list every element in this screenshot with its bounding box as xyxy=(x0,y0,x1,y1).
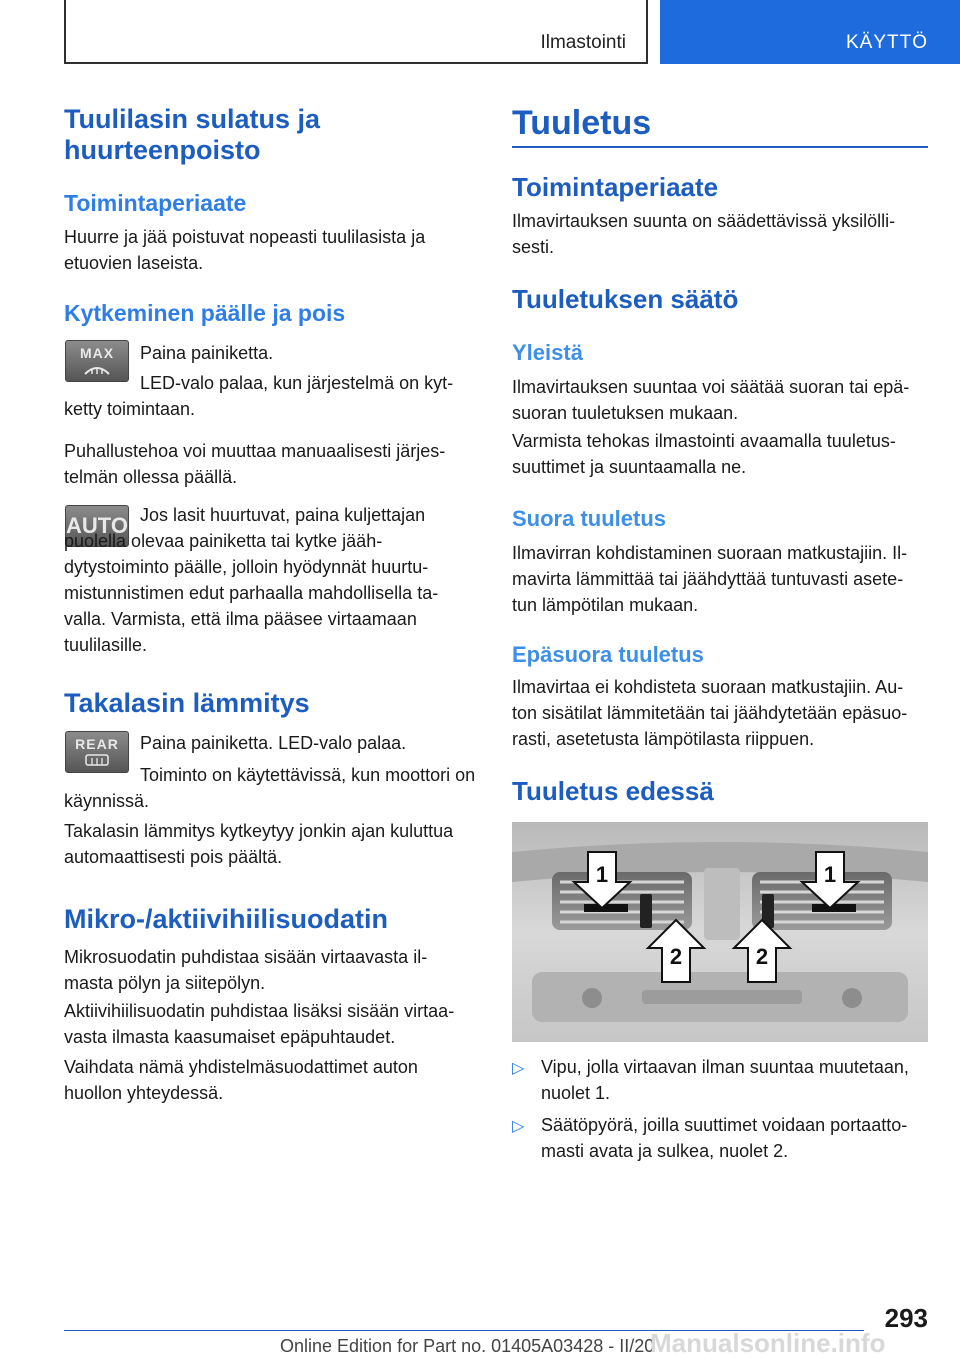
text-rear-running: Toiminto on käytettävissä, kun moottori on käynnissä. xyxy=(64,765,476,811)
callout-1-left: 1 xyxy=(595,862,609,887)
heading-principle-left: Toimintaperiaate xyxy=(64,190,247,216)
heading-front-vent: Tuuletus edessä xyxy=(512,776,714,806)
callout-1-right: 1 xyxy=(823,862,837,887)
text-principle-right: Ilmavirtauksen suunta on säädettävissä yksilölli-sesti. xyxy=(512,211,896,257)
heading-principle-right: Toimintaperiaate xyxy=(512,172,719,202)
auto-button-label: AUTO xyxy=(66,513,128,538)
text-direct-vent: Ilmavirran kohdistaminen suoraan matkustajiin. Il-mavirta lämmittää tai jäähdyttää tuntuvasti asete-tun lämpötilan mukaan. xyxy=(512,543,908,615)
list-item-lever: Vipu, jolla virtaavan ilman suuntaa muutetaan, nuolet 1. xyxy=(541,1057,909,1103)
text-rear-auto-off: Takalasin lämmitys kytkeytyy jonkin ajan kuluttua automaattisesti pois päältä. xyxy=(64,821,454,867)
text-indirect-vent: Ilmavirtaa ei kohdisteta suoraan matkustajiin. Au-ton sisätilat lämmitetään tai jäähdytetään epäsuo-rasti, asetetusta lämpötilasta riippuen. xyxy=(512,677,908,749)
section-title-rear-window: Takalasin lämmitys xyxy=(64,688,310,718)
front-vents-photo xyxy=(512,822,928,1042)
section-title-ventilation: Tuuletus xyxy=(512,104,652,142)
text-auto-fogging: Jos lasit huurtuvat, paina kuljettajan puolella olevaa painiketta tai kytke jääh-dytystoiminto päälle, jolloin hyödynnät huurtu-mistunnistimen edut parhaalla mahdollisella ta-valla. Varmista, että ilma pääsee virtaamaan tuulilasille. xyxy=(64,505,439,655)
heading-indirect-vent: Epäsuora tuuletus xyxy=(512,642,704,667)
text-general-1: Ilmavirtauksen suuntaa voi säätää suoran tai epä-suoran tuuletuksen mukaan. xyxy=(512,377,910,423)
list-bullet-1: ▷ xyxy=(512,1060,525,1077)
section-title-defrost: Tuulilasin sulatus ja huurteenpoisto xyxy=(64,104,321,165)
callout-2-left: 2 xyxy=(669,944,683,969)
callout-2-right: 2 xyxy=(755,944,769,969)
text-press-button-max: Paina painiketta. xyxy=(140,343,274,363)
text-rear-press: Paina painiketta. LED-valo palaa. xyxy=(140,733,407,753)
header-section-title: Ilmastointi xyxy=(540,32,626,53)
heading-direct-vent: Suora tuuletus xyxy=(512,506,667,531)
watermark-logo: Manualsonline.info xyxy=(650,1328,886,1358)
page-number: 293 xyxy=(884,1303,928,1333)
title-underline xyxy=(512,146,928,148)
text-general-2: Varmista tehokas ilmastointi avaamalla tuuletus-suuttimet ja suuntaamalla ne. xyxy=(512,431,896,477)
heading-vent-adjust: Tuuletuksen säätö xyxy=(512,284,739,314)
heading-switch-on-off: Kytkeminen päälle ja pois xyxy=(64,300,346,326)
header-chapter-tab xyxy=(660,0,960,64)
rear-button-label: REAR xyxy=(75,736,119,752)
text-filter-carbon: Aktiivihiilisuodatin puhdistaa lisäksi sisään virtaa-vasta ilmasta kaasumaiset epäpuhtaudet. xyxy=(64,1001,455,1047)
list-bullet-2: ▷ xyxy=(512,1118,525,1135)
max-button-label: MAX xyxy=(79,345,115,361)
text-filter-micro: Mikrosuodatin puhdistaa sisään virtaavasta il-masta pölyn ja siitepölyn. xyxy=(64,947,428,993)
front-vents-illustration xyxy=(512,822,928,1042)
text-led-on: LED-valo palaa, kun järjestelmä on kyt-ketty toimintaan. xyxy=(64,373,454,419)
list-item-thumbwheel: Säätöpyörä, joilla suuttimet voidaan portaatto-masti avata ja sulkea, nuolet 2. xyxy=(541,1115,908,1161)
heading-general: Yleistä xyxy=(512,340,583,365)
text-blower-manual: Puhallustehoa voi muuttaa manuaalisesti järjes-telmän ollessa päällä. xyxy=(64,441,446,487)
header-chapter-title: KÄYTTÖ xyxy=(845,32,928,53)
text-principle-left: Huurre ja jää poistuvat nopeasti tuulilasista ja etuovien laseista. xyxy=(64,227,426,273)
footer-edition: Online Edition for Part no. 01405A03428 - II/20 xyxy=(280,1336,655,1356)
header-section-box xyxy=(64,0,648,64)
text-filter-replace: Vaihdata nämä yhdistelmäsuodattimet auton huollon yhteydessä. xyxy=(64,1057,418,1103)
section-title-filter: Mikro-/aktiivihiilisuodatin xyxy=(64,904,389,934)
